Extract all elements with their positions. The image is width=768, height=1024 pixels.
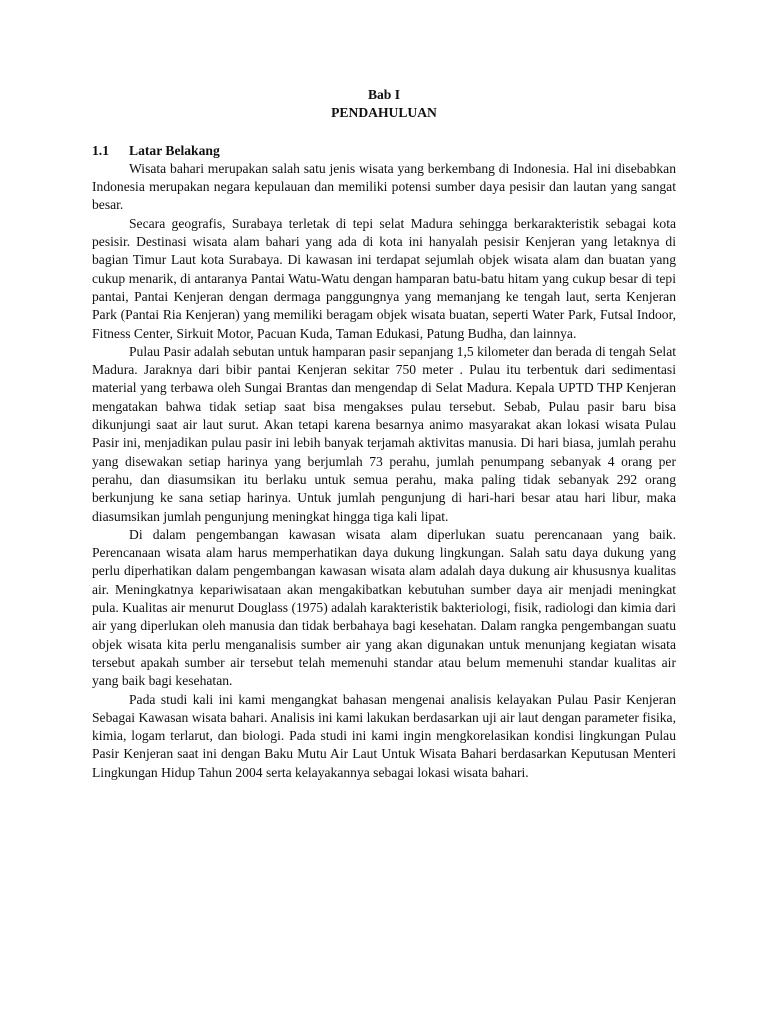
section-number: 1.1 <box>92 142 109 158</box>
document-page <box>92 86 676 782</box>
section-heading <box>92 142 676 160</box>
paragraph-3: Pulau Pasir adalah sebutan untuk hamparan pasir sepanjang 1,5 kilometer dan berada di tengah Selat Madura. Jaraknya dari bibir pantai Kenjeran sekitar 750 meter . Pulau itu terbentuk dari sedimentasi material yang terbawa oleh Sungai Brantas dan mengendap di Selat Madura. Kepala UPTD THP Kenjeran mengatakan bahwa tidak setiap saat bisa mengakses pulau tersebut. Sebab, Pulau pasir baru bisa dikunjungi saat air laut surut. Akan tetapi karena besarnya animo masyarakat akan lokasi wisata Pulau Pasir ini, menjadikan pulau pasir ini lebih banyak terjamah aktivitas manusia. Di hari biasa, jumlah perahu yang disewakan setiap harinya yang berjumlah 73 perahu, jumlah penumpang sebanyak 4 orang per perahu, dan diasumsikan itu berlaku untuk semua perahu, maka paling tidak sebanyak 292 orang berkunjung ke sana setiap harinya. Untuk jumlah pengunjung di hari-hari besar atau hari libur, maka diasumsikan jumlah pengunjung meningkat hingga tiga kali lipat. <box>92 343 676 524</box>
paragraph-1: Wisata bahari merupakan salah satu jenis wisata yang berkembang di Indonesia. Hal ini disebabkan Indonesia merupakan negara kepulauan dan memiliki potensi sumber daya pesisir dan lautan yang sangat besar. <box>92 160 676 213</box>
section-title: Latar Belakang <box>129 142 220 158</box>
paragraph-2: Secara geografis, Surabaya terletak di tepi selat Madura sehingga berkarakteristik sebagai kota pesisir. Destinasi wisata alam bahari yang ada di kota ini hanyalah pesisir Kenjeran yang letaknya di bagian Timur Laut kota Surabaya. Di kawasan ini terdapat sejumlah objek wisata alam dan buatan yang cukup menarik, di antaranya Pantai Watu-Watu dengan hamparan batu-batu hitam yang cukup besar di tepi pantai, Pantai Kenjeran dengan dermaga panggungnya yang memanjang ke tengah laut, serta Kenjeran Park (Pantai Ria Kenjeran) yang memiliki beragam objek wisata buatan, seperti Water Park, Futsal Indoor, Fitness Center, Sirkuit Motor, Pacuan Kuda, Taman Edukasi, Patung Budha, dan lainnya. <box>92 215 676 341</box>
paragraph-5: Pada studi kali ini kami mengangkat bahasan mengenai analisis kelayakan Pulau Pasir Kenjeran Sebagai Kawasan wisata bahari. Analisis ini kami lakukan berdasarkan uji air laut dengan parameter fisika, kimia, logam terlarut, dan biologi. Pada studi ini kami ingin mengkorelasikan kondisi lingkungan Pulau Pasir Kenjeran saat ini dengan Baku Mutu Air Laut Untuk Wisata Bahari berdasarkan Keputusan Menteri Lingkungan Hidup Tahun 2004 serta kelayakannya sebagai lokasi wisata bahari. <box>92 691 676 780</box>
chapter-label: Bab I <box>367 87 401 102</box>
paragraph-4: Di dalam pengembangan kawasan wisata alam diperlukan suatu perencanaan yang baik. Perencanaan wisata alam harus memperhatikan daya dukung lingkungan. Salah satu daya dukung yang perlu diperhatikan dalam pengembangan kawasan wisata alam adalah daya dukung air khususnya kualitas air. Meningkatnya kepariwisataan akan mengakibatkan kebutuhan sumber daya air menjadi meningkat pula. Kualitas air menurut Douglass (1975) adalah karakteristik bakteriologi, fisik, radiologi dan kimia dari air yang diperlukan oleh manusia dan tidak berbahaya bagi kesehatan. Dalam rangka pengembangan suatu objek wisata kita perlu menganalisis sumber air yang akan digunakan untuk menunjang kegiatan wisata tersebut apakah sumber air tersebut telah memenuhi standar atau belum memenuhi standar kualitas air yang baik bagi kesehatan. <box>92 526 676 689</box>
chapter-title: PENDAHULUAN <box>331 105 437 121</box>
